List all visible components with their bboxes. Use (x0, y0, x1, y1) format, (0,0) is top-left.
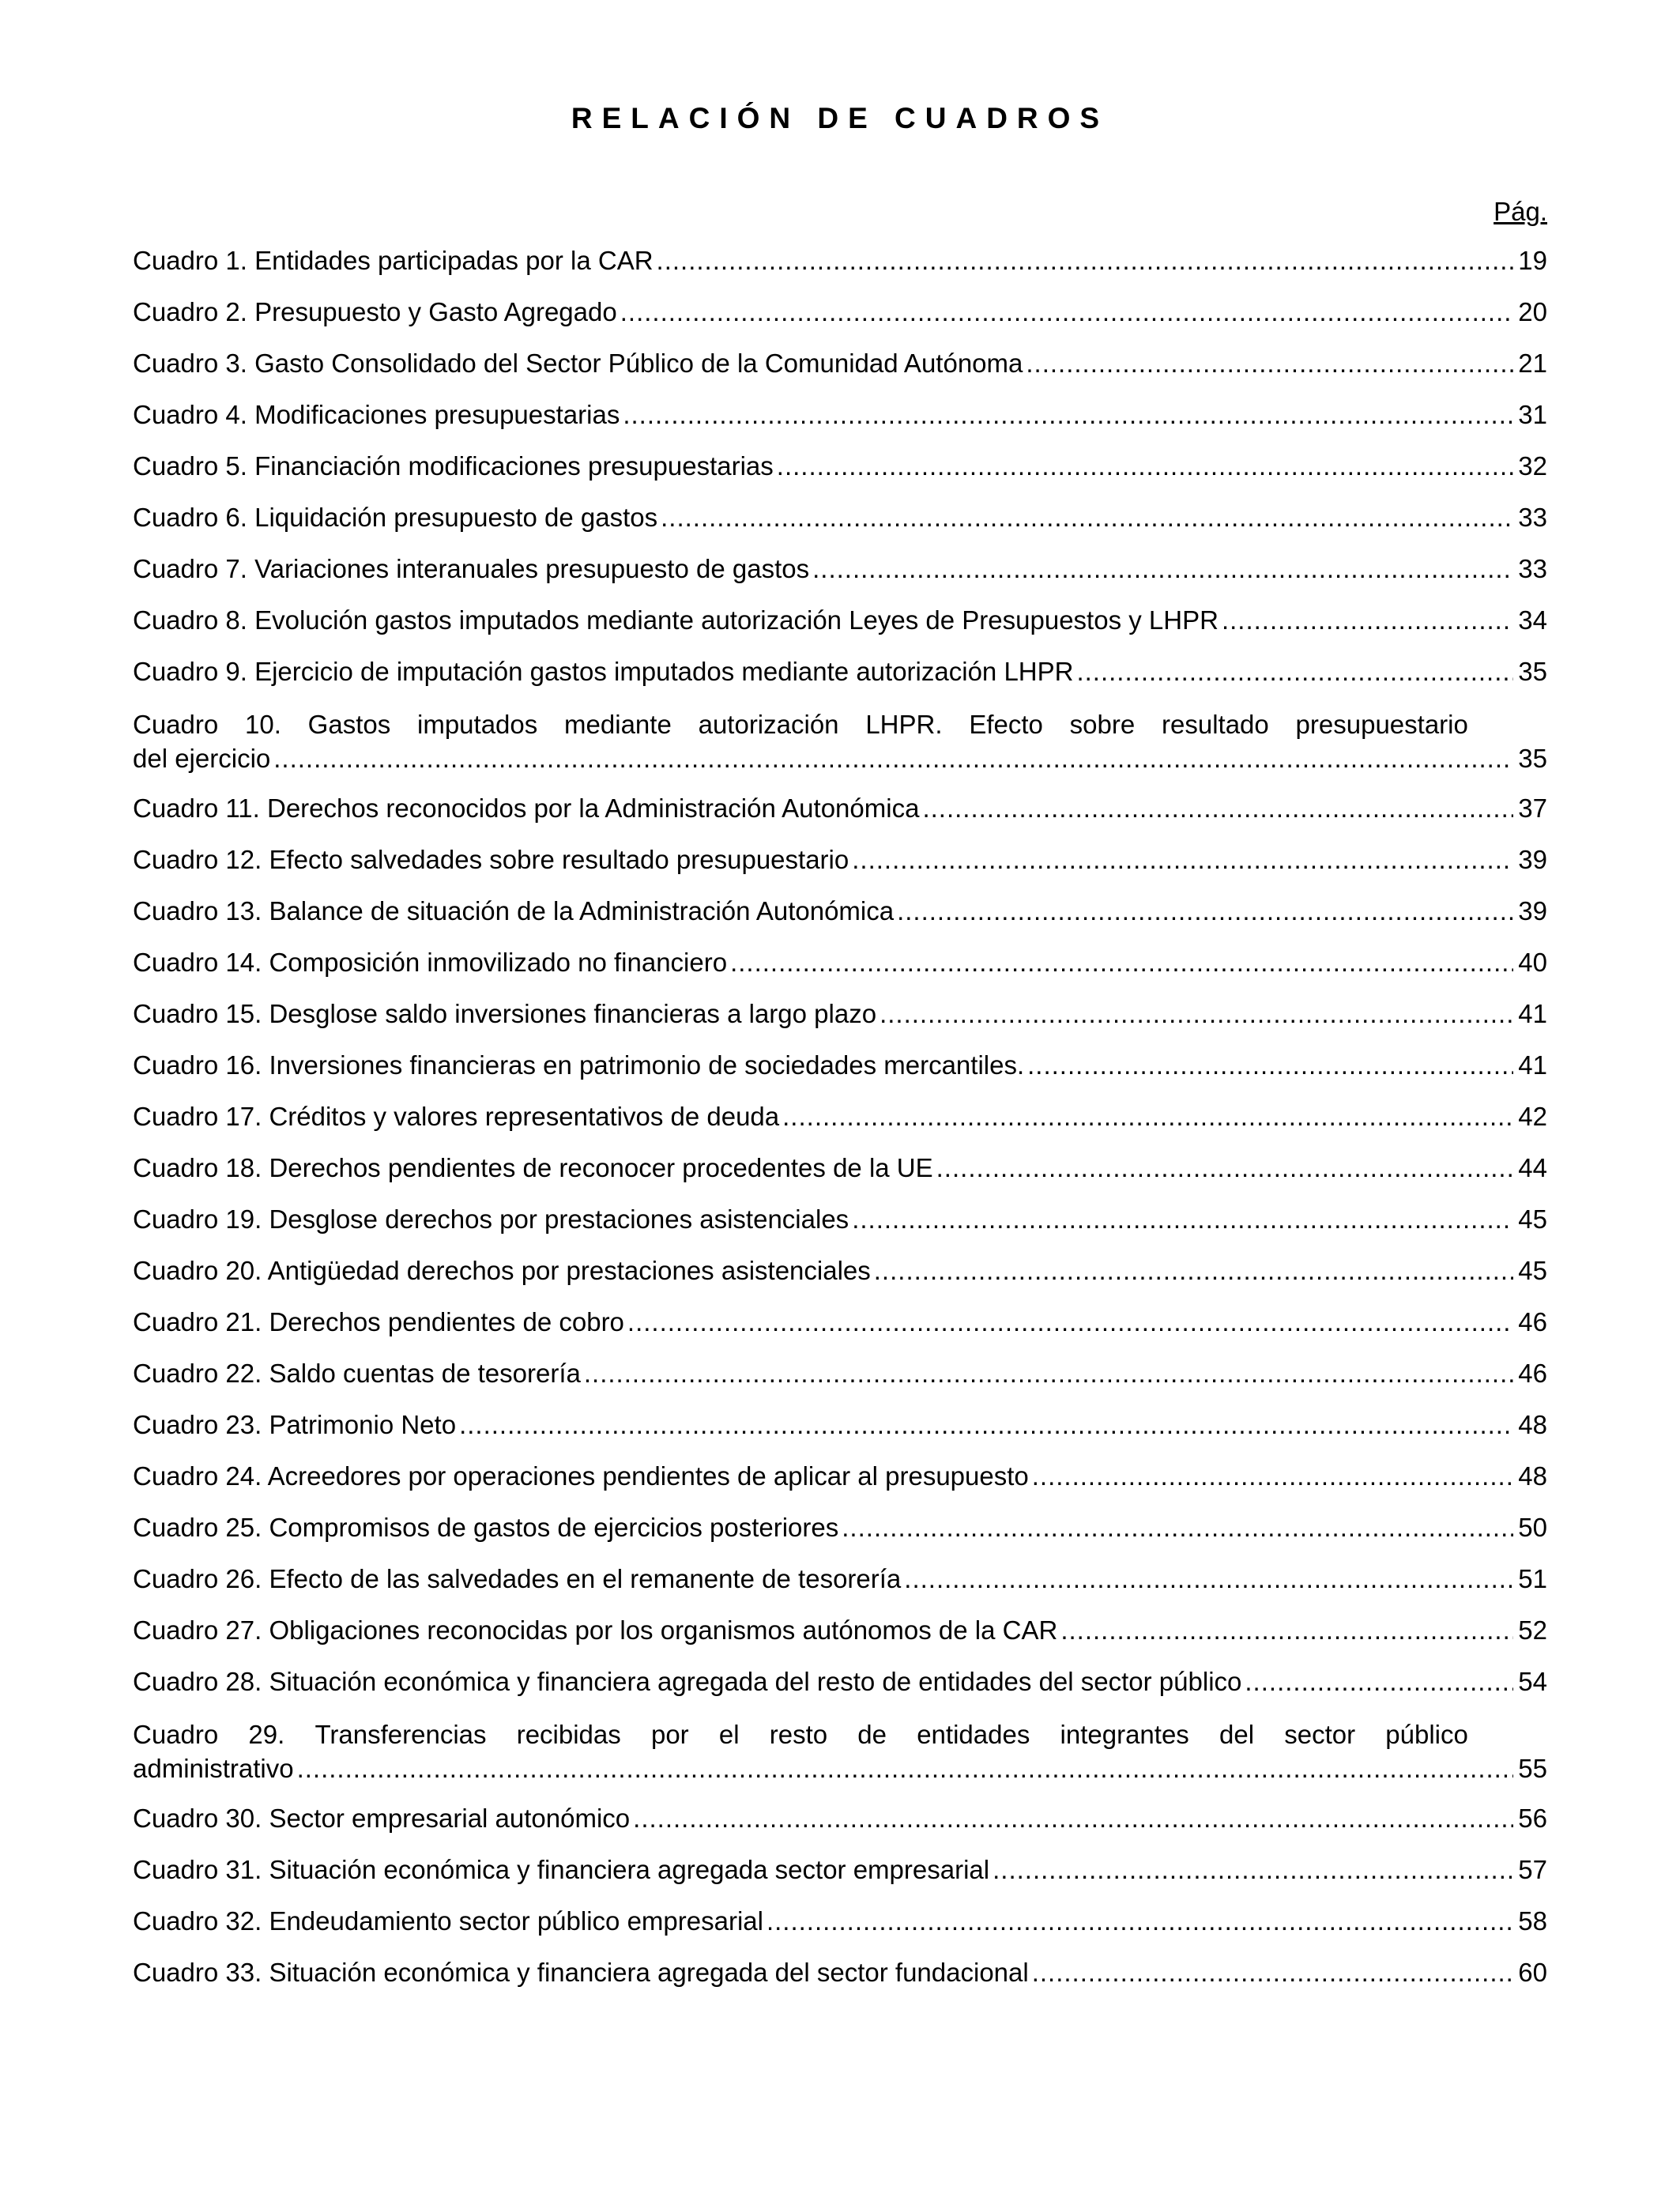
toc-entry (133, 894, 1547, 945)
page-title: RELACIÓN DE CUADROS (571, 102, 1109, 134)
dot-leader (623, 398, 1513, 432)
toc-entry-page: 31 (1518, 400, 1547, 429)
toc-entry-page: 35 (1518, 744, 1547, 773)
toc-entry (133, 1253, 1547, 1305)
dot-leader (657, 243, 1514, 277)
toc-entry-title: Cuadro 21. Derechos pendientes de cobro (133, 1307, 624, 1336)
toc-entry-title-continuation: administrativo (133, 1754, 294, 1783)
dot-leader (842, 1510, 1513, 1544)
toc-entry-title: Cuadro 15. Desglose saldo inversiones financieras a largo plazo (133, 999, 877, 1028)
toc-entry (133, 843, 1547, 894)
toc-entry-page: 45 (1518, 1256, 1547, 1285)
dot-leader (1032, 1955, 1514, 1989)
dot-leader (777, 449, 1514, 483)
toc-entry-title: Cuadro 16. Inversiones financieras en patrimonio de sociedades mercantiles. (133, 1050, 1025, 1080)
dot-leader (852, 843, 1513, 876)
toc-entry-title: Cuadro 17. Créditos y valores representativos de deuda (133, 1102, 780, 1131)
dot-leader (1076, 654, 1513, 688)
dot-leader (730, 945, 1513, 979)
dot-leader (1245, 1664, 1513, 1698)
toc-entry-page: 39 (1518, 896, 1547, 925)
toc-entry (133, 791, 1547, 843)
toc-entry-page: 56 (1518, 1804, 1547, 1833)
toc-entry (133, 1048, 1547, 1099)
toc-entry-title: Cuadro 28. Situación económica y financiera agregada del resto de entidades del sector público (133, 1667, 1242, 1696)
toc-entry (133, 1716, 1547, 1801)
dot-leader (273, 741, 1513, 775)
toc-entry-title: Cuadro 5. Financiación modificaciones presupuestarias (133, 451, 774, 481)
toc-entry (133, 1202, 1547, 1253)
toc-entry-title: Cuadro 14. Composición inmovilizado no financiero (133, 948, 728, 977)
toc-entry-page: 58 (1518, 1906, 1547, 1936)
toc-entry-title: Cuadro 33. Situación económica y financiera agregada del sector fundacional (133, 1958, 1029, 1987)
dot-leader (1026, 346, 1513, 380)
toc-entry (133, 1510, 1547, 1562)
toc-entry-title: Cuadro 7. Variaciones interanuales presupuesto de gastos (133, 554, 810, 583)
toc-entry-page: 21 (1518, 349, 1547, 378)
toc-entry-page: 48 (1518, 1461, 1547, 1491)
dot-leader (459, 1408, 1513, 1442)
toc-entry-title: Cuadro 23. Patrimonio Neto (133, 1410, 457, 1439)
toc-entry-title: Cuadro 9. Ejercicio de imputación gastos imputados mediante autorización LHPR (133, 657, 1074, 686)
dot-leader (767, 1904, 1513, 1938)
dot-leader (936, 1151, 1514, 1185)
dot-leader (297, 1751, 1514, 1785)
toc-entry (133, 1853, 1547, 1904)
toc-entry (133, 398, 1547, 449)
toc-entry-title: Cuadro 26. Efecto de las salvedades en el remanente de tesorería (133, 1564, 902, 1593)
dot-leader (620, 295, 1514, 329)
dot-leader (1222, 603, 1513, 637)
toc-entry-title: Cuadro 12. Efecto salvedades sobre resultado presupuestario (133, 845, 849, 874)
toc-entry-page: 44 (1518, 1153, 1547, 1182)
toc-entry-page: 48 (1518, 1410, 1547, 1439)
toc-entry-page: 34 (1518, 605, 1547, 635)
toc-entry-page: 45 (1518, 1204, 1547, 1234)
toc-entry (133, 243, 1547, 295)
dot-leader (627, 1305, 1513, 1339)
dot-leader (922, 791, 1513, 825)
toc-entry (133, 346, 1547, 398)
toc-entry-title-continuation: del ejercicio (133, 744, 271, 773)
toc-entry-page: 51 (1518, 1564, 1547, 1593)
toc-entry-title: Cuadro 20. Antigüedad derechos por prestaciones asistenciales (133, 1256, 871, 1285)
toc-entry (133, 500, 1547, 552)
dot-leader (812, 552, 1513, 586)
dot-leader (993, 1853, 1513, 1887)
toc-entry-title: Cuadro 2. Presupuesto y Gasto Agregado (133, 297, 617, 326)
toc-entry-title: Cuadro 32. Endeudamiento sector público empresarial (133, 1906, 763, 1936)
toc-entry (133, 1151, 1547, 1202)
toc-entry-page: 33 (1518, 554, 1547, 583)
toc-entry-page: 20 (1518, 297, 1547, 326)
toc-entry-title: Cuadro 3. Gasto Consolidado del Sector Público de la Comunidad Autónoma (133, 349, 1023, 378)
toc-entry-page: 39 (1518, 845, 1547, 874)
toc-entry-title: Cuadro 24. Acreedores por operaciones pendientes de aplicar al presupuesto (133, 1461, 1029, 1491)
table-of-contents (133, 243, 1547, 2007)
toc-entry-page: 46 (1518, 1359, 1547, 1388)
page-column-header: Pág. (1494, 197, 1547, 226)
toc-entry-title: Cuadro 30. Sector empresarial autonómico (133, 1804, 631, 1833)
toc-entry (133, 449, 1547, 500)
toc-entry-page: 19 (1518, 246, 1547, 275)
toc-entry-page: 60 (1518, 1958, 1547, 1987)
toc-entry (133, 1356, 1547, 1408)
toc-entry-page: 54 (1518, 1667, 1547, 1696)
toc-entry-page: 37 (1518, 794, 1547, 823)
toc-entry-page: 35 (1518, 657, 1547, 686)
toc-entry-title: Cuadro 1. Entidades participadas por la CAR (133, 246, 654, 275)
dot-leader (633, 1801, 1513, 1835)
toc-entry (133, 603, 1547, 654)
toc-entry (133, 1305, 1547, 1356)
toc-entry-title: Cuadro 18. Derechos pendientes de reconocer procedentes de la UE (133, 1153, 933, 1182)
dot-leader (904, 1562, 1513, 1596)
toc-entry (133, 1664, 1547, 1716)
toc-entry-page: 42 (1518, 1102, 1547, 1131)
toc-entry-title: Cuadro 25. Compromisos de gastos de ejercicios posteriores (133, 1513, 839, 1542)
toc-entry (133, 1562, 1547, 1613)
toc-entry-title: Cuadro 19. Desglose derechos por prestaciones asistenciales (133, 1204, 849, 1234)
toc-entry-page: 40 (1518, 948, 1547, 977)
toc-entry (133, 1408, 1547, 1459)
toc-entry (133, 1613, 1547, 1664)
toc-entry (133, 1459, 1547, 1510)
toc-entry-page: 57 (1518, 1855, 1547, 1884)
toc-entry (133, 945, 1547, 997)
toc-entry-title: Cuadro 27. Obligaciones reconocidas por los organismos autónomos de la CAR (133, 1615, 1058, 1645)
dot-leader (852, 1202, 1513, 1236)
dot-leader (897, 894, 1513, 928)
toc-entry (133, 1955, 1547, 2007)
dot-leader (584, 1356, 1513, 1390)
dot-leader (880, 997, 1513, 1031)
dot-leader (661, 500, 1513, 534)
toc-entry-page: 50 (1518, 1513, 1547, 1542)
toc-entry (133, 295, 1547, 346)
toc-entry (133, 552, 1547, 603)
toc-entry-title: Cuadro 8. Evolución gastos imputados mediante autorización Leyes de Presupuestos y LHPR (133, 605, 1219, 635)
toc-entry (133, 1801, 1547, 1853)
toc-entry-title: Cuadro 22. Saldo cuentas de tesorería (133, 1359, 581, 1388)
toc-entry-title: Cuadro 11. Derechos reconocidos por la Administración Autonómica (133, 794, 920, 823)
toc-entry-title: Cuadro 10. Gastos imputados mediante autorización LHPR. Efecto sobre resultado presupuestario (133, 710, 1468, 739)
toc-entry-page: 41 (1518, 999, 1547, 1028)
toc-entry (133, 1904, 1547, 1955)
dot-leader (874, 1253, 1514, 1287)
toc-entry-title: Cuadro 4. Modificaciones presupuestarias (133, 400, 620, 429)
toc-entry-title: Cuadro 13. Balance de situación de la Administración Autonómica (133, 896, 895, 925)
toc-entry-page: 32 (1518, 451, 1547, 481)
toc-entry-title: Cuadro 29. Transferencias recibidas por el resto de entidades integrantes del sector público (133, 1720, 1468, 1749)
dot-leader (1060, 1613, 1513, 1647)
toc-entry-page: 41 (1518, 1050, 1547, 1080)
toc-entry-page: 46 (1518, 1307, 1547, 1336)
toc-entry-title: Cuadro 31. Situación económica y financiera agregada sector empresarial (133, 1855, 990, 1884)
toc-entry (133, 654, 1547, 706)
dot-leader (782, 1099, 1513, 1133)
toc-entry-page: 52 (1518, 1615, 1547, 1645)
dot-leader (1027, 1048, 1513, 1082)
toc-entry-title: Cuadro 6. Liquidación presupuesto de gastos (133, 503, 658, 532)
dot-leader (1032, 1459, 1514, 1493)
toc-entry (133, 706, 1547, 791)
toc-entry-page: 33 (1518, 503, 1547, 532)
toc-entry (133, 1099, 1547, 1151)
toc-entry (133, 997, 1547, 1048)
toc-entry-page: 55 (1518, 1754, 1547, 1783)
